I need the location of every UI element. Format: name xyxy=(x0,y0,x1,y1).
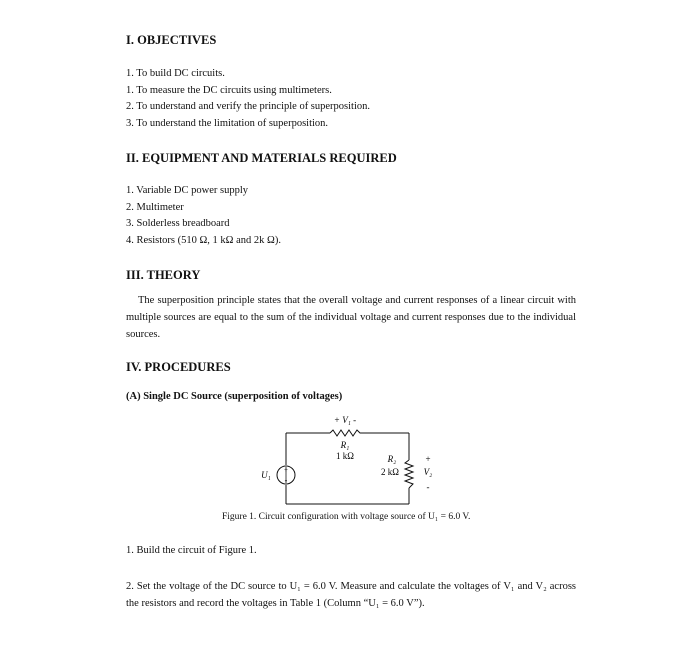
theory-heading: III. THEORY xyxy=(126,268,201,282)
equipment-item: 2. Multimeter xyxy=(126,202,184,213)
v2-plus: + xyxy=(425,454,431,464)
voltage-source-u1 xyxy=(277,466,295,485)
resistor-r1 xyxy=(330,430,362,436)
equipment-item: 3. Solderless breadboard xyxy=(126,218,230,229)
r1-name: R₁ xyxy=(340,440,350,450)
v1-label: + V₁ - xyxy=(333,415,357,425)
svg-text:+: + xyxy=(284,466,288,474)
procedure-step: 2. Set the voltage of the DC source to U₁ = 6.0 V. Measure and calculate the voltages of V₁ and V₂ across the resistors and record the voltages in Table 1 (Column “U₁ = 6.0 V”). xyxy=(126,581,576,609)
resistor-r2 xyxy=(405,460,413,488)
source-label: U₁ xyxy=(261,470,271,480)
procedure-subheading: (A) Single DC Source (superposition of voltages) xyxy=(126,391,343,402)
v2-label: V₂ xyxy=(423,467,433,477)
objectives-heading: I. OBJECTIVES xyxy=(126,33,217,47)
v2-minus: - xyxy=(426,482,430,492)
equipment-heading: II. EQUIPMENT AND MATERIALS REQUIRED xyxy=(126,151,397,165)
equipment-item: 4. Resistors (510 Ω, 1 kΩ and 2k Ω). xyxy=(126,235,281,246)
equipment-item: 1. Variable DC power supply xyxy=(126,185,248,196)
figure-caption: Figure 1. Circuit configuration with voltage source of U₁ = 6.0 V. xyxy=(222,512,471,522)
objective-item: 2. To understand and verify the principle of superposition. xyxy=(126,101,371,112)
r2-value: 2 kΩ xyxy=(381,467,399,477)
objective-item: 1. To measure the DC circuits using multimeters. xyxy=(126,85,332,96)
objective-item: 3. To understand the limitation of superposition. xyxy=(126,118,329,129)
procedure-step: 1. Build the circuit of Figure 1. xyxy=(126,545,257,556)
circuit-diagram xyxy=(250,408,450,508)
theory-paragraph: The superposition principle states that the overall voltage and current responses of a linear circuit with multiple sources are equal to the sum of the individual voltage and current responses due to the individual sources. xyxy=(126,295,576,340)
r2-name: R₂ xyxy=(387,454,397,464)
procedures-heading: IV. PROCEDURES xyxy=(126,360,231,374)
r1-value: 1 kΩ xyxy=(336,451,354,461)
objective-item: 1. To build DC circuits. xyxy=(126,68,225,79)
svg-text:-: - xyxy=(284,476,288,485)
